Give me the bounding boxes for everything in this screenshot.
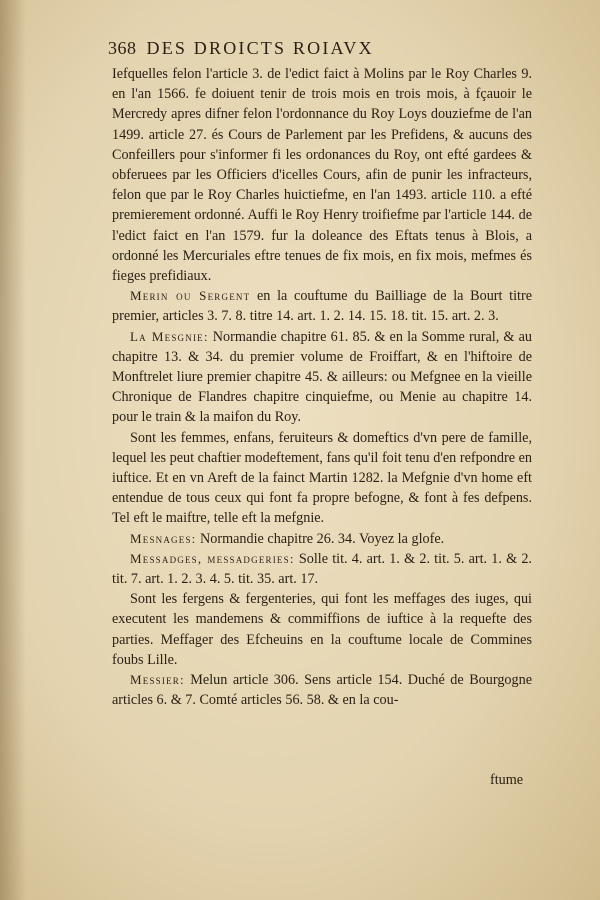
page-spine-shadow: [0, 0, 26, 900]
paragraph: [112, 670, 532, 710]
paragraph-text: Sont les femmes, enfans, feruiteurs & domeftics d'vn pere de famille, lequel les peut chaftier modeftement, fans qu'il foit tenu d'en refpondre en iuftice. Et en vn Areft de la fainct Martin 1282. la Mefgnie d'vn home eft entendue de tous ceux qui font fa propre befogne, & font à fes defpens. Tel eft le maiftre, telle eft la mefgnie.: [112, 429, 532, 527]
paragraph: [112, 286, 532, 326]
paragraph: [112, 327, 532, 428]
entry-headword: Messier:: [130, 672, 185, 688]
page-number: 368: [108, 38, 137, 58]
running-title: DES DROICTS ROIAVX: [146, 38, 374, 58]
entry-headword: La Mesgnie:: [130, 328, 209, 344]
running-header: [108, 38, 540, 59]
entry-headword: Messadges, messadgeries:: [130, 550, 295, 566]
entry-headword: Mesnages:: [130, 530, 197, 546]
paragraph-text: Melun article 306. Sens article 154. Duché de Bourgogne articles 6. & 7. Comté articles 56. 58. & en la cou-: [112, 672, 532, 709]
paragraph: [112, 64, 532, 286]
paragraph-text: Solle tit. 4. art. 1. & 2. tit. 5. art. 1. & 2. tit. 7. art. 1. 2. 3. 4. 5. tit. 35. art. 17.: [112, 550, 532, 588]
paragraph-text: Normandie chapitre 61. 85. & en la Somme rural, & au chapitre 13. & 34. du premier volume de Froiffart, & en l'hiftoire de Monftrelet liure premier chapitre 45. & ailleurs: ou Mefgnee en la vieille Chronique de Flandres chapitre cinquiefme, ou Menie au chapitre 14. pour le train & la maifon du Roy.: [112, 328, 532, 426]
paragraph: [112, 549, 532, 589]
paragraph: [112, 428, 532, 529]
paragraph: [112, 529, 532, 549]
paragraph-text: Normandie chapitre 26. 34. Voyez la glofe.: [196, 530, 445, 547]
entry-headword: Merin ou Sergent: [130, 288, 251, 304]
paragraph-text: Sont les fergens & fergenteries, qui font les meffages des iuges, qui executent les mandemens & commiffions de iuftice à la requefte des parties. Meffager des Efcheuins en la couftume locale de Commines foubs Lille.: [112, 591, 532, 668]
body-text: [112, 64, 532, 711]
paragraph-text: Iefquelles felon l'article 3. de l'edict faict à Molins par le Roy Charles 9. en l'an 1566. fe doiuent tenir de trois mois en trois mois, à fçauoir le Mercredy apres difner felon l'ordonnance du Roy Loys douziefme de l'an 1499. article 27. és Cours de Parlement par les Prefidens, & aucuns des Confeillers pour s'informer fi les ordonances du Roy, ont efté gardees & obferuees par les Officiers d'icelles Cours, afin de punir les infracteurs, felon que par le Roy Charles huictiefme, en l'an 1493. article 110. a efté premierement ordonné. Auffi le Roy Henry troifiefme par l'article 144. de l'edict faict en l'an 1579. fur la doleance des Eftats tenus à Blois, a ordonné les Mercuriales eftre tenues de fix mois, en fix mois, mefmes és fieges prefidiaux.: [112, 66, 532, 285]
paragraph-text: en la couftume du Bailliage de la Bourt titre premier, articles 3. 7. 8. titre 14. art. 1. 2. 14. 15. 18. tit. 15. art. 2. 3.: [112, 288, 533, 325]
catchword: ftume: [490, 772, 524, 788]
paragraph: [112, 589, 532, 670]
